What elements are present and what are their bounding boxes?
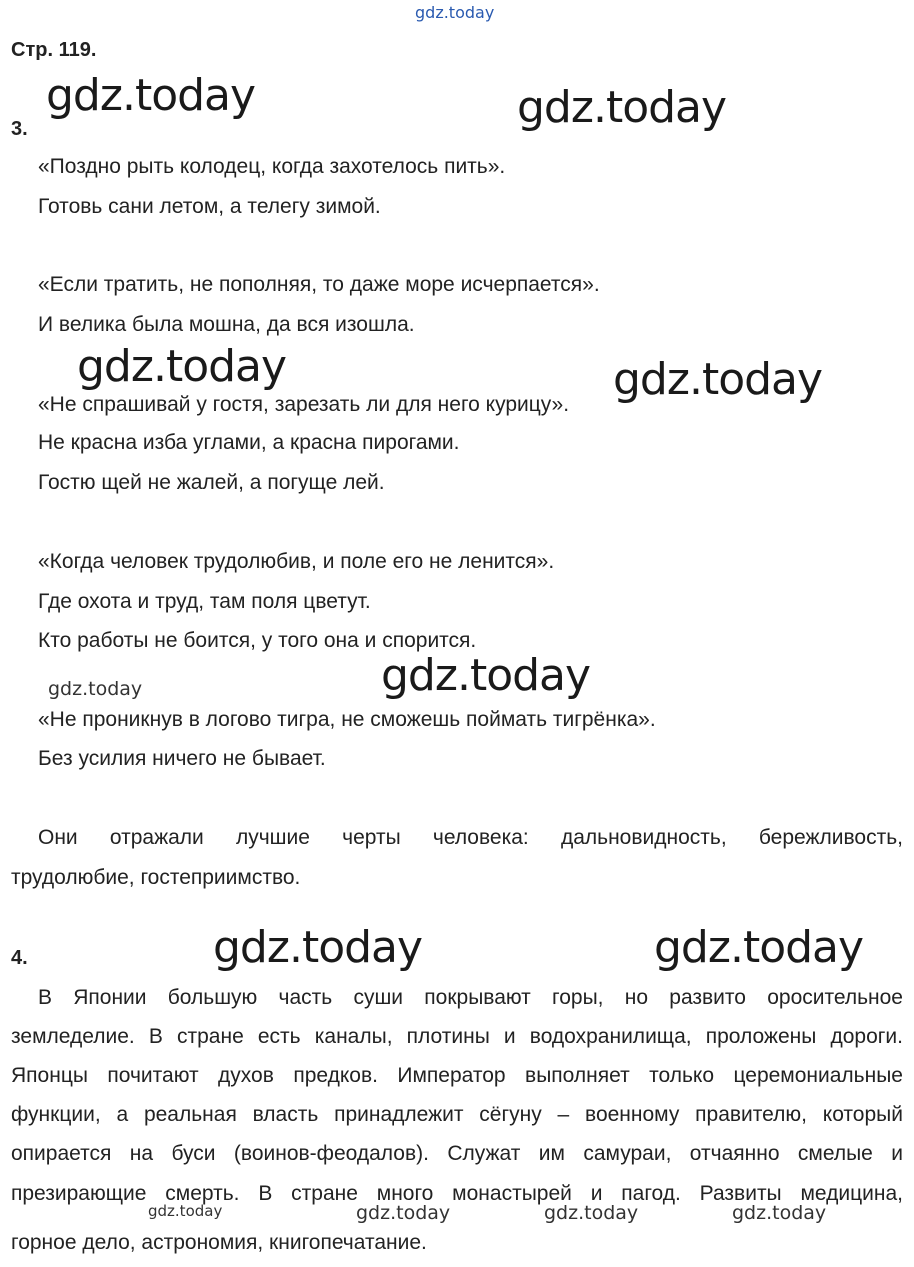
task-3-line: «Не спрашивай у гостя, зарезать ли для него курицу». — [38, 393, 570, 416]
task-4-line: опирается на буси (воинов-феодалов). Служат им самураи, отчаянно смелые и — [11, 1142, 903, 1165]
task-3-line: Кто работы не боится, у того она и спорится. — [38, 629, 477, 652]
task-3-number: 3. — [11, 118, 28, 140]
watermark: gdz.today — [148, 1202, 223, 1220]
task-3-line: Гостю щей не жалей, а погуще лей. — [38, 471, 385, 494]
watermark: gdz.today — [381, 650, 591, 701]
watermark: gdz.today — [732, 1202, 827, 1224]
task-3-summary: трудолюбие, гостеприимство. — [11, 866, 301, 889]
task-3-line: Где охота и труд, там поля цветут. — [38, 590, 371, 613]
watermark: gdz.today — [544, 1202, 639, 1224]
task-4-line: функции, а реальная власть принадлежит сёгуну – военному правителю, который — [11, 1103, 903, 1126]
task-3-line: «Когда человек трудолюбив, и поле его не ленится». — [38, 550, 555, 573]
watermark-header: gdz.today — [415, 3, 495, 22]
watermark: gdz.today — [77, 341, 287, 392]
task-4-number: 4. — [11, 947, 28, 969]
task-3-line: Готовь сани летом, а телегу зимой. — [38, 195, 381, 218]
task-4-line: Японцы почитают духов предков. Император выполняет только церемониальные — [11, 1064, 903, 1087]
task-3-line: «Не проникнув в логово тигра, не сможешь поймать тигрёнка». — [38, 708, 656, 731]
task-3-line: «Поздно рыть колодец, когда захотелось пить». — [38, 155, 506, 178]
task-4-line: земледелие. В стране есть каналы, плотины и водохранилища, проложены дороги. — [11, 1025, 903, 1048]
task-3-line: И велика была мошна, да вся изошла. — [38, 313, 415, 336]
watermark: gdz.today — [517, 82, 727, 133]
task-3-summary: Они отражали лучшие черты человека: дальновидность, бережливость, — [38, 826, 903, 849]
task-4-line: презирающие смерть. В стране много монастырей и пагод. Развиты медицина, — [11, 1182, 903, 1205]
task-3-line: Не красна изба углами, а красна пирогами. — [38, 431, 460, 454]
watermark: gdz.today — [613, 354, 823, 405]
task-3-line: Без усилия ничего не бывает. — [38, 747, 326, 770]
watermark: gdz.today — [654, 922, 864, 973]
watermark: gdz.today — [356, 1202, 451, 1224]
page-reference: Стр. 119. — [11, 39, 97, 61]
task-4-line: В Японии большую часть суши покрывают горы, но развито оросительное — [38, 986, 903, 1009]
watermark: gdz.today — [46, 70, 256, 121]
watermark: gdz.today — [213, 922, 423, 973]
task-3-line: «Если тратить, не пополняя, то даже море исчерпается». — [38, 273, 600, 296]
watermark: gdz.today — [48, 678, 143, 700]
task-4-line: горное дело, астрономия, книгопечатание. — [11, 1231, 427, 1254]
